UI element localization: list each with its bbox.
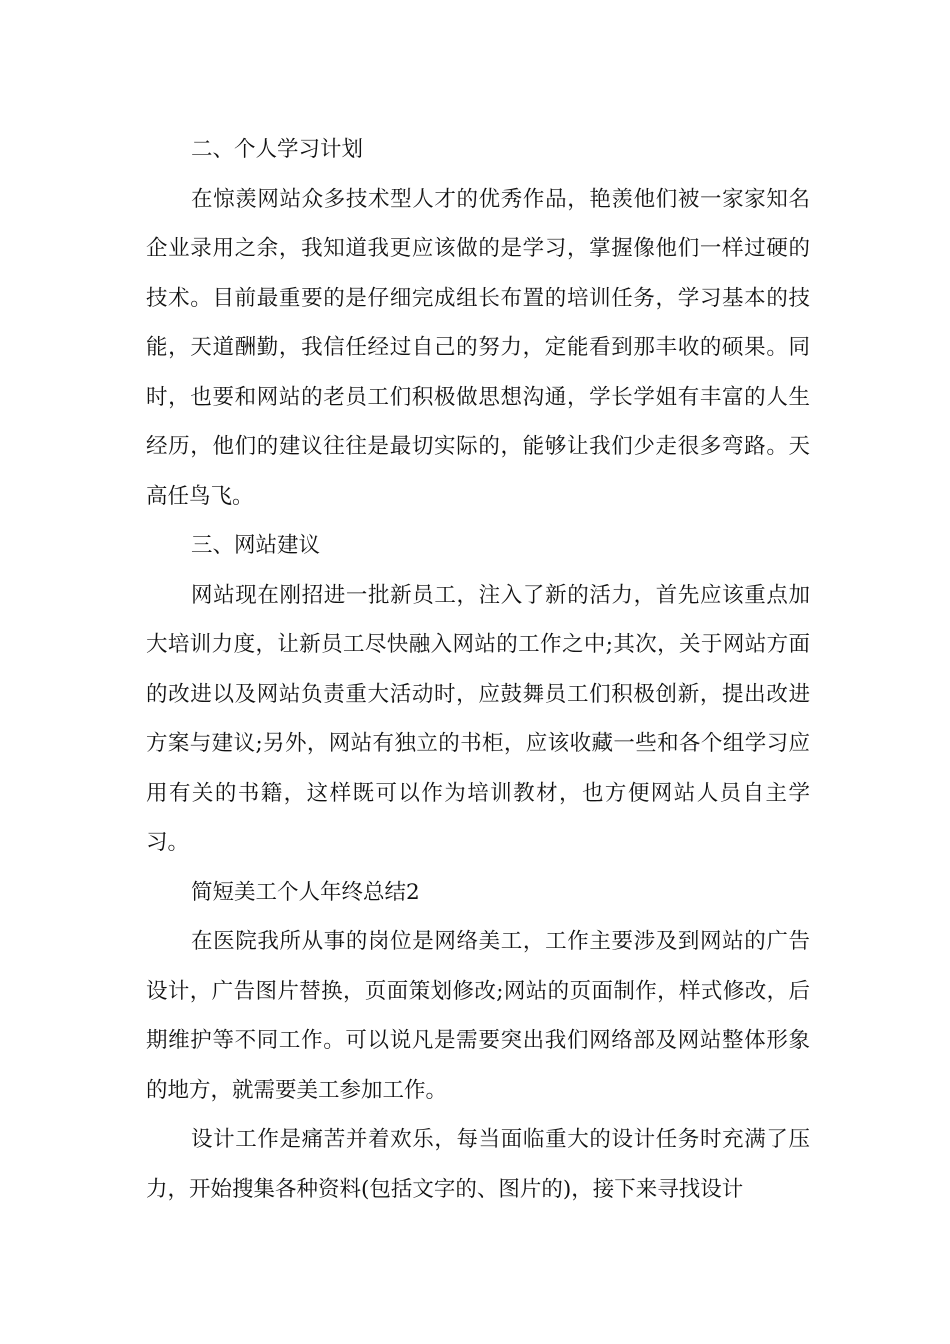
paragraph-job-description: 在医院我所从事的岗位是网络美工，工作主要涉及到网站的广告设计，广告图片替换，页面策划修改;网站的页面制作，样式修改，后期维护等不同工作。可以说凡是需要突出我们网络部及网站整体形象的地方，就需要美工参加工作。 — [146, 929, 810, 1103]
paragraph-website-suggestions: 网站现在刚招进一批新员工，注入了新的活力，首先应该重点加大培训力度，让新员工尽快融入网站的工作之中;其次，关于网站方面的改进以及网站负责重大活动时，应鼓舞员工们积极创新，提出改进方案与建议;另外，网站有独立的书柜，应该收藏一些和各个组学习应用有关的书籍，这样既可以作为培训教材，也方便网站人员自主学习。 — [146, 582, 810, 855]
section-heading-personal-study-plan: 二、个人学习计划 — [191, 137, 364, 162]
paragraph-design-work: 设计工作是痛苦并着欢乐，每当面临重大的设计任务时充满了压力，开始搜集各种资料(包括文字的、图片的)，接下来寻找设计 — [146, 1127, 810, 1202]
section-heading-summary-2: 简短美工个人年终总结2 — [191, 879, 420, 905]
section-heading-website-suggestions: 三、网站建议 — [191, 533, 321, 558]
paragraph-study-plan: 在惊羡网站众多技术型人才的优秀作品，艳羡他们被一家家知名企业录用之余，我知道我更应该做的是学习，掌握像他们一样过硬的技术。目前最重要的是仔细完成组长布置的培训任务，学习基本的技能，天道酬勤，我信任经过自己的努力，定能看到那丰收的硕果。同时，也要和网站的老员工们积极做思想沟通，学长学姐有丰富的人生经历，他们的建议往往是最切实际的，能够让我们少走很多弯路。天高任鸟飞。 — [146, 186, 810, 509]
document-body — [146, 125, 810, 1214]
